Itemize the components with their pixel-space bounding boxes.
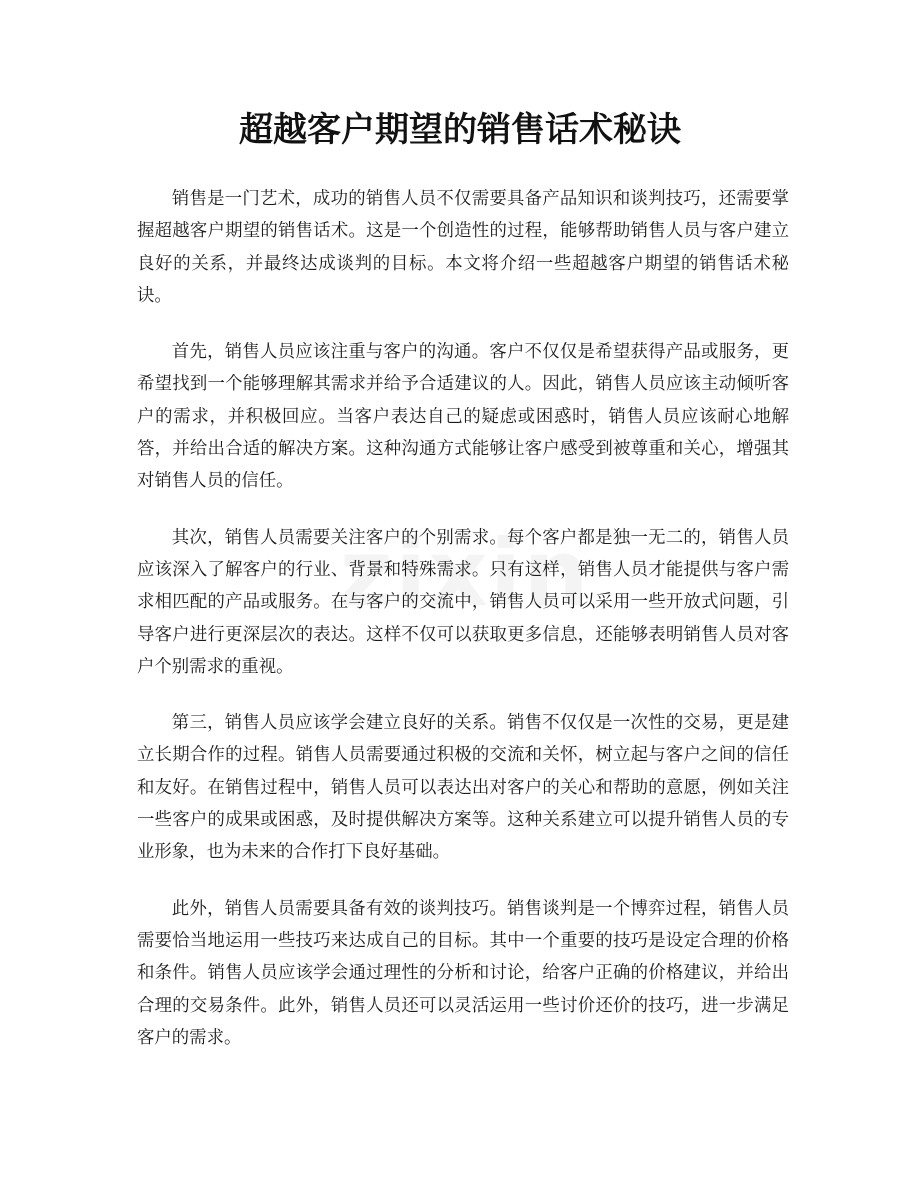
document-title: 超越客户期望的销售话术秘诀 <box>239 110 681 150</box>
paragraph-1: 销售是一门艺术，成功的销售人员不仅需要具备产品知识和谈判技巧，还需要掌握超越客户期望的销售话术。这是一个创造性的过程，能够帮助销售人员与客户建立良好的关系，并最终达成谈判的目标。本文将介绍一些超越客户期望的销售话术秘诀。 <box>137 189 789 306</box>
paragraph-5: 此外，销售人员需要具备有效的谈判技巧。销售谈判是一个博弈过程，销售人员需要恰当地运用一些技巧来达成自己的目标。其中一个重要的技巧是设定合理的价格和条件。销售人员应该学会通过理性的分析和讨论，给客户正确的价格建议，并给出合理的交易条件。此外，销售人员还可以灵活运用一些讨价还价的技巧，进一步满足客户的需求。 <box>137 898 789 1048</box>
paragraph-2: 首先，销售人员应该注重与客户的沟通。客户不仅仅是希望获得产品或服务，更希望找到一个能够理解其需求并给予合适建议的人。因此，销售人员应该主动倾听客户的需求，并积极回应。当客户表达自己的疑虑或困惑时，销售人员应该耐心地解答，并给出合适的解决方案。这种沟通方式能够让客户感受到被尊重和关心，增强其对销售人员的信任。 <box>137 342 789 492</box>
document-body <box>137 183 789 1078</box>
paragraph-3: 其次，销售人员需要关注客户的个别需求。每个客户都是独一无二的，销售人员应该深入了解客户的行业、背景和特殊需求。只有这样，销售人员才能提供与客户需求相匹配的产品或服务。在与客户的交流中，销售人员可以采用一些开放式问题，引导客户进行更深层次的表达。这样不仅可以获取更多信息，还能够表明销售人员对客户个别需求的重视。 <box>137 527 789 677</box>
paragraph-4: 第三，销售人员应该学会建立良好的关系。销售不仅仅是一次性的交易，更是建立长期合作的过程。销售人员需要通过积极的交流和关怀，树立起与客户之间的信任和友好。在销售过程中，销售人员可以表达出对客户的关心和帮助的意愿，例如关注一些客户的成果或困惑，及时提供解决方案等。这种关系建立可以提升销售人员的专业形象，也为未来的合作打下良好基础。 <box>137 713 789 863</box>
